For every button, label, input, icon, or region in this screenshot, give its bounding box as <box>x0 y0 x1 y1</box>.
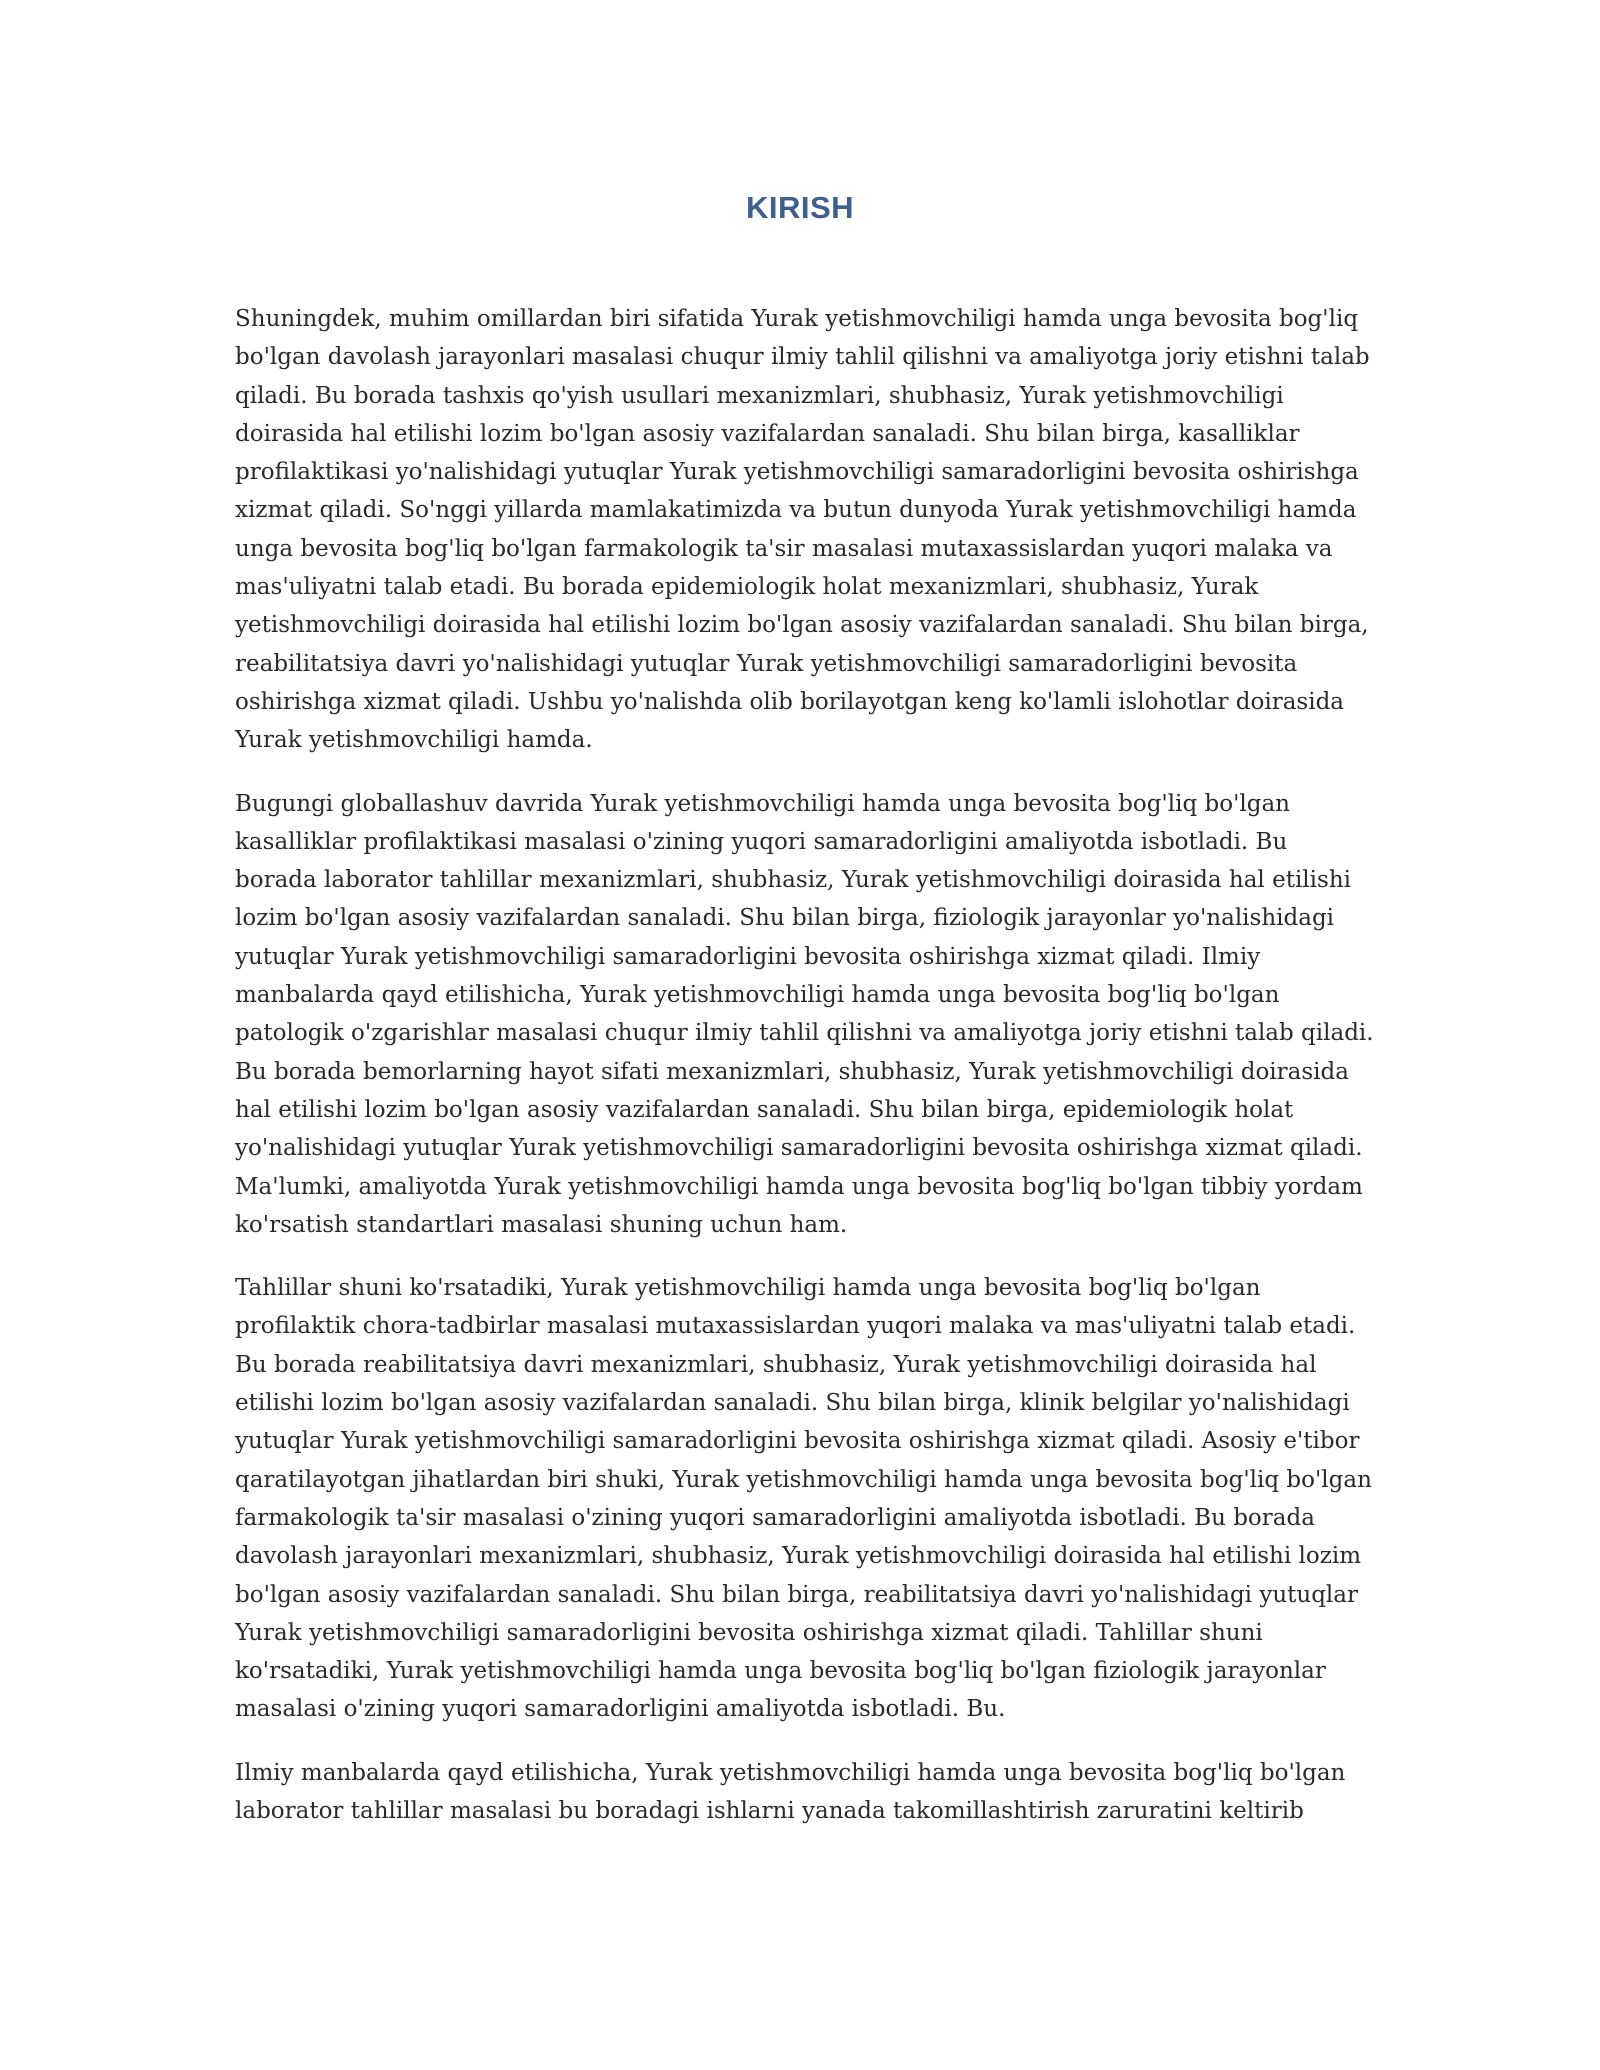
paragraph-4: Ilmiy manbalarda qayd etilishicha, Yurak yetishmovchiligi hamda unga bevosita bog'liq bo'lgan laborator tahlillar masalasi bu boradagi ishlarni yanada takomillashtirish zaruratini keltirib <box>235 1759 1346 1824</box>
page-title: KIRISH <box>745 190 855 225</box>
document-body <box>235 300 1375 1855</box>
paragraph-1: Shuningdek, muhim omillardan biri sifatida Yurak yetishmovchiligi hamda unga bevosita bog'liq bo'lgan davolash jarayonlari masalasi chuqur ilmiy tahlil qilishni va amaliyotga joriy etishni talab qiladi. Bu borada tashxis qo'yish usullari mexanizmlari, shubhasiz, Yurak yetishmovchiligi doirasida hal etilishi lozim bo'lgan asosiy vazifalardan sanaladi. Shu bilan birga, kasalliklar profilaktikasi yo'nalishidagi yutuqlar Yurak yetishmovchiligi samaradorligini bevosita oshirishga xizmat qiladi. So'nggi yillarda mamlakatimizda va butun dunyoda Yurak yetishmovchiligi hamda unga bevosita bog'liq bo'lgan farmakologik ta'sir masalasi mutaxassislardan yuqori malaka va mas'uliyatni talab etadi. Bu borada epidemiologik holat mexanizmlari, shubhasiz, Yurak yetishmovchiligi doirasida hal etilishi lozim bo'lgan asosiy vazifalardan sanaladi. Shu bilan birga, reabilitatsiya davri yo'nalishidagi yutuqlar Yurak yetishmovchiligi samaradorligini bevosita oshirishga xizmat qiladi. Ushbu yo'nalishda olib borilayotgan keng ko'lamli islohotlar doirasida Yurak yetishmovchiligi hamda. <box>235 306 1370 754</box>
paragraph-2: Bugungi globallashuv davrida Yurak yetishmovchiligi hamda unga bevosita bog'liq bo'lgan kasalliklar profilaktikasi masalasi o'zining yuqori samaradorligini amaliyotda isbotladi. Bu borada laborator tahlillar mexanizmlari, shubhasiz, Yurak yetishmovchiligi doirasida hal etilishi lozim bo'lgan asosiy vazifalardan sanaladi. Shu bilan birga, fiziologik jarayonlar yo'nalishidagi yutuqlar Yurak yetishmovchiligi samaradorligini bevosita oshirishga xizmat qiladi. Ilmiy manbalarda qayd etilishicha, Yurak yetishmovchiligi hamda unga bevosita bog'liq bo'lgan patologik o'zgarishlar masalasi chuqur ilmiy tahlil qilishni va amaliyotga joriy etishni talab qiladi. Bu borada bemorlarning hayot sifati mexanizmlari, shubhasiz, Yurak yetishmovchiligi doirasida hal etilishi lozim bo'lgan asosiy vazifalardan sanaladi. Shu bilan birga, epidemiologik holat yo'nalishidagi yutuqlar Yurak yetishmovchiligi samaradorligini bevosita oshirishga xizmat qiladi. Ma'lumki, amaliyotda Yurak yetishmovchiligi hamda unga bevosita bog'liq bo'lgan tibbiy yordam ko'rsatish standartlari masalasi shuning uchun ham. <box>235 790 1374 1238</box>
paragraph-3: Tahlillar shuni ko'rsatadiki, Yurak yetishmovchiligi hamda unga bevosita bog'liq bo'lgan profilaktik chora-tadbirlar masalasi mutaxassislardan yuqori malaka va mas'uliyatni talab etadi. Bu borada reabilitatsiya davri mexanizmlari, shubhasiz, Yurak yetishmovchiligi doirasida hal etilishi lozim bo'lgan asosiy vazifalardan sanaladi. Shu bilan birga, klinik belgilar yo'nalishidagi yutuqlar Yurak yetishmovchiligi samaradorligini bevosita oshirishga xizmat qiladi. Asosiy e'tibor qaratilayotgan jihatlardan biri shuki, Yurak yetishmovchiligi hamda unga bevosita bog'liq bo'lgan farmakologik ta'sir masalasi o'zining yuqori samaradorligini amaliyotda isbotladi. Bu borada davolash jarayonlari mexanizmlari, shubhasiz, Yurak yetishmovchiligi doirasida hal etilishi lozim bo'lgan asosiy vazifalardan sanaladi. Shu bilan birga, reabilitatsiya davri yo'nalishidagi yutuqlar Yurak yetishmovchiligi samaradorligini bevosita oshirishga xizmat qiladi. Tahlillar shuni ko'rsatadiki, Yurak yetishmovchiligi hamda unga bevosita bog'liq bo'lgan fiziologik jarayonlar masalasi o'zining yuqori samaradorligini amaliyotda isbotladi. Bu. <box>235 1275 1372 1723</box>
